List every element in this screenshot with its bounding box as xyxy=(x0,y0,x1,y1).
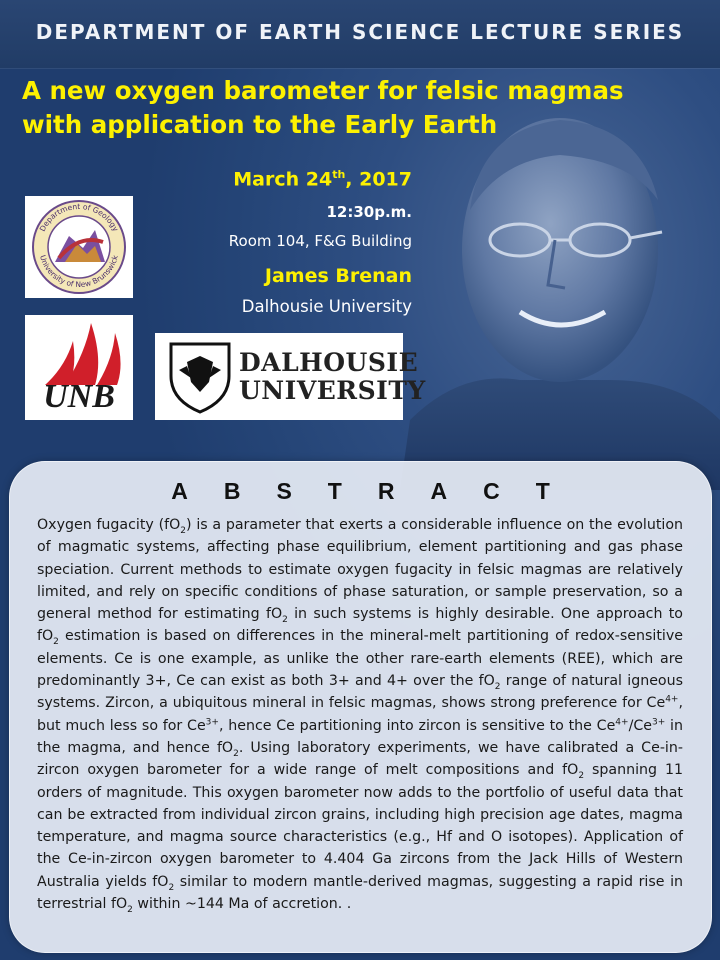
event-time: 12:30p.m. xyxy=(326,203,412,221)
unb-wordmark: UNB xyxy=(43,378,115,415)
unb-logo xyxy=(25,315,133,420)
dalhousie-line-1: DALHOUSIE xyxy=(239,348,419,377)
event-date xyxy=(233,168,412,190)
title-line-1: A new oxygen barometer for felsic magmas xyxy=(22,76,624,105)
talk-title xyxy=(22,74,662,142)
dalhousie-line-2: UNIVERSITY xyxy=(239,376,426,405)
abstract-heading: ABSTRACT xyxy=(171,478,586,504)
date-year: , 2017 xyxy=(345,168,412,191)
speaker-affiliation: Dalhousie University xyxy=(241,297,412,316)
date-ordinal: th xyxy=(332,168,346,181)
speaker-name: James Brenan xyxy=(264,265,412,287)
dalhousie-logo xyxy=(155,333,426,420)
lecture-series-title: DEPARTMENT OF EARTH SCIENCE LECTURE SERIES xyxy=(35,20,685,44)
title-line-2: with application to the Early Earth xyxy=(22,110,498,139)
geology-department-logo xyxy=(25,196,133,298)
header-band xyxy=(0,0,720,68)
abstract-panel xyxy=(9,461,712,953)
abstract-text: Oxygen fugacity $(fO_2)$ is a parameter that exerts a considerable influence on the evolution of magmatic systems, affecting phase equilibrium, element partitioning and gas phase speciation. Current methods to estimate oxygen fugacity in felsic magmas are relatively limited, and rely on specific conditions of phase saturation, or sample preservation, so a general method for estimating $fO_2$ in such systems is highly desirable. One approach to $fO_2$ estimation is based on differences in the mineral-melt partitioning of redox-sensitive elements. Ce is one example, as unlike the other rare-earth elements (REE), which are predominantly 3+, Ce can exist as both 3+ and 4+ over the $fO_2$ range of natural igneous systems. Zircon, a ubiquitous mineral in felsic magmas, shows strong preference for $Ce^{4+}$, but much less so for $Ce^{3+}$, hence Ce partitioning into zircon is sensitive to the $Ce^{4+}/Ce^{3+}$ in the magma, and hence $fO_2$. Using laboratory experiments, we have calibrated a Ce-in-zircon oxygen barometer for a wide range of melt compositions and $fO_2$ spanning 11 orders of magnitude. This oxygen barometer now adds to the portfolio of useful data that can be extracted from individual zircon grains, including high precision age dates, magma temperature, and magma source characteristics (e.g., Hf and O isotopes). Application of the Ce-in-zircon oxygen barometer to 4.404 Ga zircons from the Jack Hills of Western Australia yields $fO_2$ similar to modern mantle-derived magmas, suggesting a rapid rise in terrestrial $fO_2$ within ~144 Ma of accretion. . xyxy=(37,517,684,915)
svg-text:Department of Geology: Department of Geology xyxy=(37,201,121,233)
speaker-portrait xyxy=(400,90,720,490)
event-room: Room 104, F&G Building xyxy=(228,232,412,250)
date-day: March 24 xyxy=(233,168,333,191)
svg-text:University of New Brunswick: University of New Brunswick xyxy=(38,254,120,290)
dalhousie-wordmark xyxy=(239,349,426,405)
dalhousie-crest-icon xyxy=(165,340,235,414)
